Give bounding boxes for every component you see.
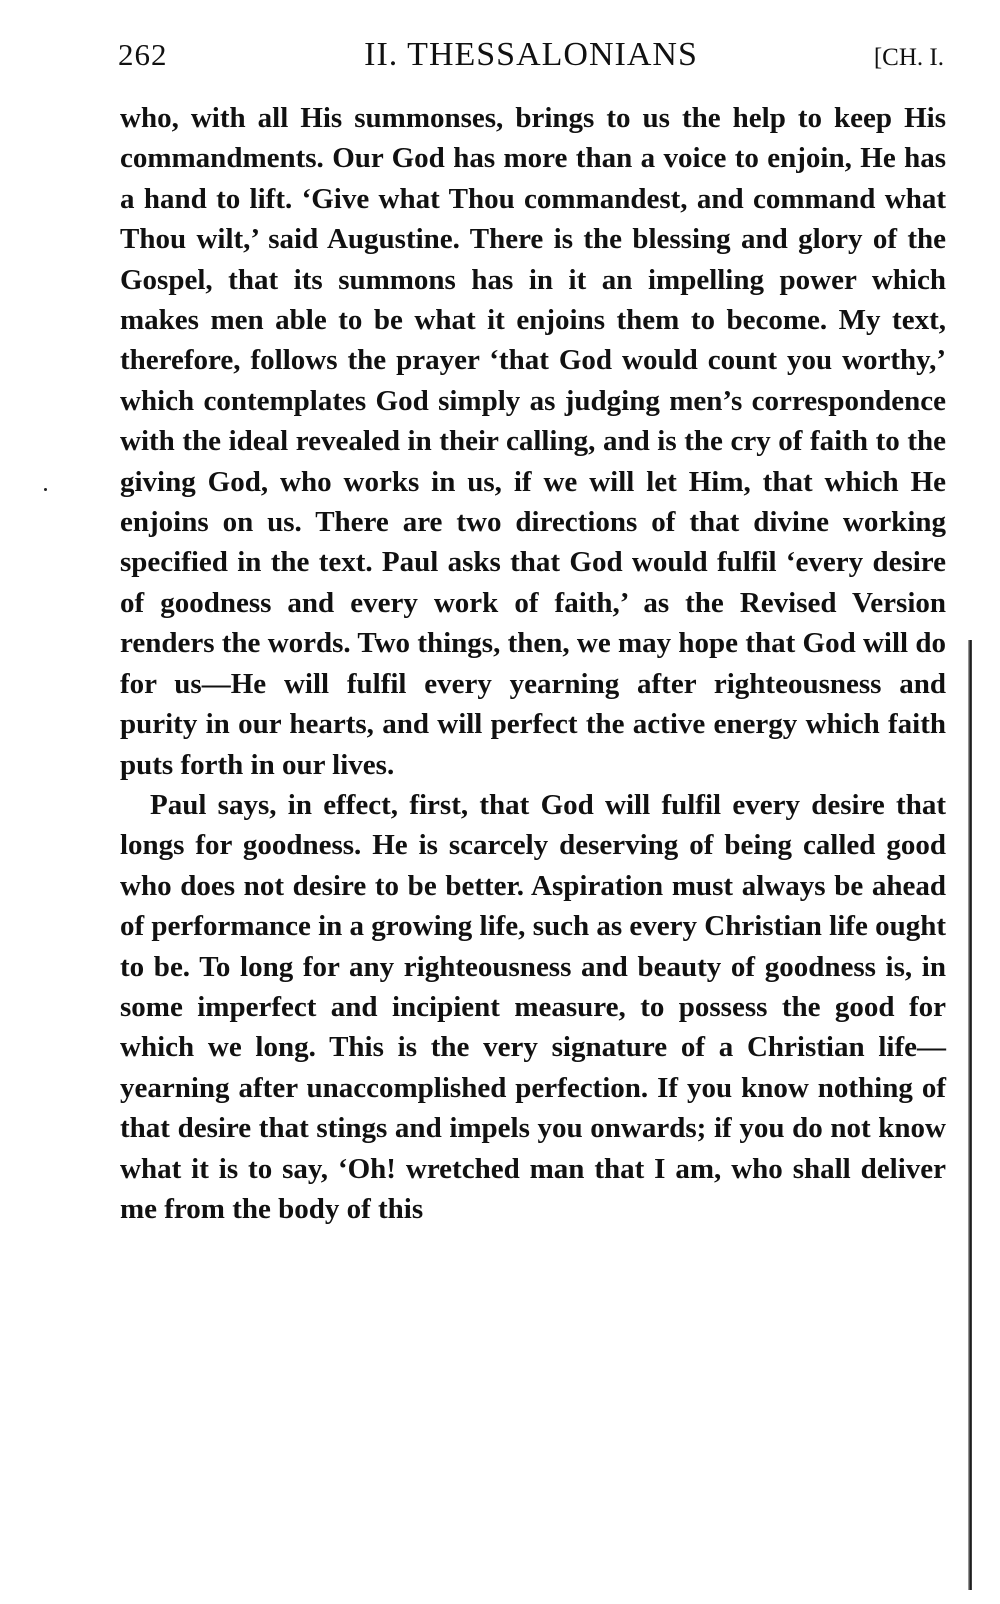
paragraph-2: Paul says, in effect, first, that God will fulfil every desire that longs for goodness. He is scarcely deserving of being called good who does not desire to be better. Aspiration must always be ahead of performance in a growing life, such as every Christian life ought to be. To long for any righteousness and beauty of goodness is, in some imperfect and incipient measure, to possess the good for which we long. This is the very signature of a Christian life—yearning after unaccomplished perfection. If you know nothing of that desire that stings and impels you onwards; if you do not know what it is to say, ‘Oh! wretched man that I am, who shall deliver me from the body of this — [120, 788, 946, 1225]
stray-ink-dot — [44, 488, 47, 491]
body-text — [120, 98, 946, 1229]
chapter-reference: [CH. I. — [873, 44, 944, 71]
running-header — [118, 30, 944, 80]
binding-edge-line — [968, 640, 972, 1590]
page-number: 262 — [118, 37, 168, 72]
running-title: II. THESSALONIANS — [364, 36, 698, 73]
paragraph-1: who, with all His summonses, brings to us the help to keep His commandments. Our God has more than a voice to enjoin, He has a hand to lift. ‘Give what Thou commandest, and command what Thou wilt,’ said Augustine. There is the blessing and glory of the Gospel, that its summons has in it an impelling power which makes men able to be what it enjoins them to become. My text, therefore, follows the prayer ‘that God would count you worthy,’ which contemplates God simply as judging men’s correspondence with the ideal revealed in their calling, and is the cry of faith to the giving God, who works in us, if we will let Him, that which He enjoins on us. There are two directions of that divine working specified in the text. Paul asks that God would fulfil ‘every desire of goodness and every work of faith,’ as the Revised Version renders the words. Two things, then, we may hope that God will do for us—He will fulfil every yearning after righteousness and purity in our hearts, and will perfect the active energy which faith puts forth in our lives. — [120, 102, 946, 781]
